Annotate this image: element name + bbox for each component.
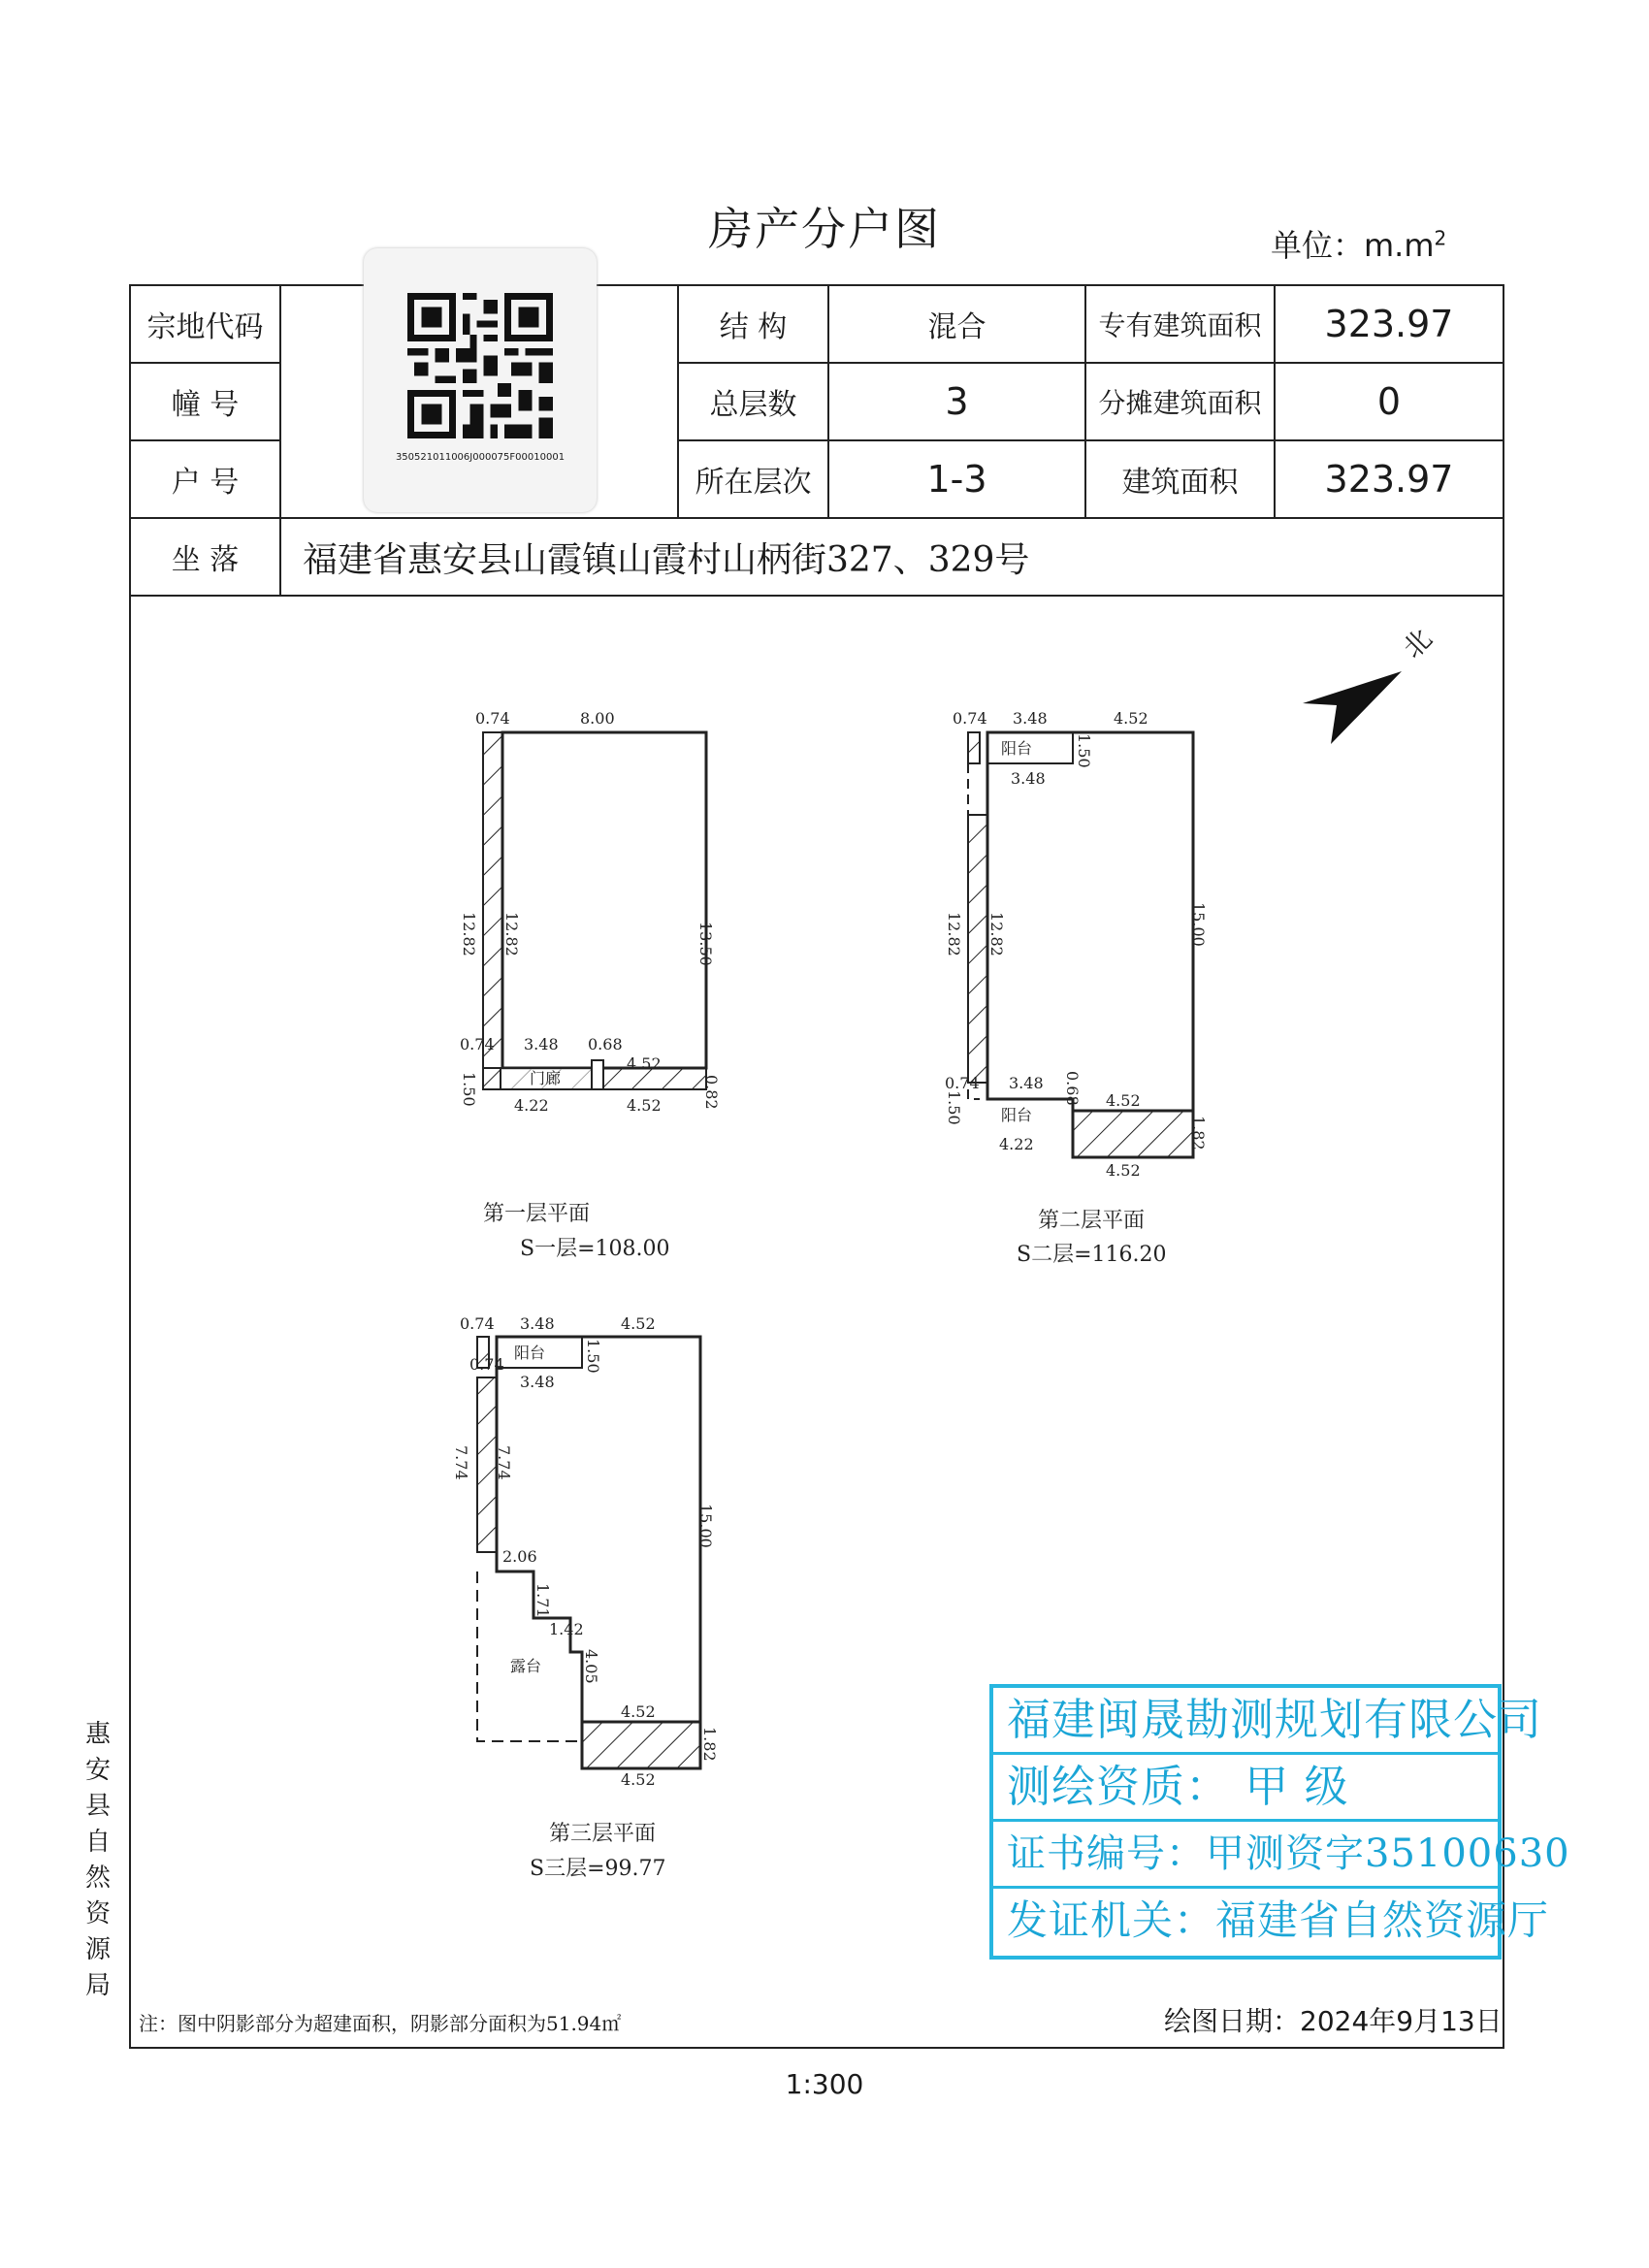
north-arrow-icon: [1303, 623, 1439, 744]
f2-dim: 0.74: [953, 709, 987, 728]
f3-dim: 0.74: [460, 1314, 495, 1333]
f1-dim: 4.52: [627, 1096, 662, 1115]
f2-dim: 1.50: [945, 1090, 963, 1125]
f2-dim: 0.68: [1063, 1071, 1082, 1106]
f2-dim: 4.22: [999, 1135, 1034, 1153]
scale-label: 1:300: [785, 2068, 864, 2100]
f1-dim: 8.00: [580, 709, 615, 728]
f1-dim: 0.82: [702, 1075, 721, 1110]
f3-dim: 1.50: [584, 1339, 602, 1374]
f1-dim: 12.82: [460, 912, 478, 956]
total-floors-label: 总层数: [678, 363, 828, 440]
side-label: 惠安县自然资源局: [84, 1720, 111, 2000]
f3-title: 第三层平面: [549, 1822, 657, 1846]
f1-dim: 1.50: [460, 1072, 478, 1107]
f2-dim: 3.48: [1011, 769, 1046, 788]
f3-dim: 15.00: [696, 1504, 715, 1548]
building-area-value: 323.97: [1275, 440, 1504, 518]
f3-dim: 3.48: [520, 1373, 555, 1391]
f2-dim: 4.52: [1114, 709, 1148, 728]
parcel-code-label: 宗地代码: [130, 285, 280, 363]
f2-dim: 3.48: [1009, 1074, 1044, 1092]
f3-dim: 1.82: [700, 1727, 719, 1762]
stamp-line: 发证机关：福建省自然资源厅: [1007, 1896, 1550, 1944]
floor-label: 所在层次: [678, 440, 828, 518]
structure-value: 混合: [828, 285, 1085, 363]
f1-area: S一层=108.00: [520, 1237, 670, 1261]
f2-dim: 12.82: [945, 912, 963, 956]
unit-label: 单位：$m.m^2$: [1271, 226, 1447, 264]
f3-dim: 3.48: [520, 1314, 555, 1333]
page-title: 房产分户图: [708, 203, 941, 255]
footnote: 注：图中阴影部分为超建面积，阴影部分面积为51.94㎡: [139, 2012, 622, 2035]
f1-room: 门廊: [530, 1069, 562, 1087]
building-area-label: 建筑面积: [1085, 440, 1275, 518]
f3-room: 露台: [510, 1657, 542, 1675]
f1-title: 第一层平面: [483, 1202, 591, 1226]
exclusive-area-value: 323.97: [1275, 285, 1504, 363]
north-label: 北: [1396, 622, 1439, 664]
f2-dim: 4.52: [1106, 1091, 1141, 1110]
f2-title: 第二层平面: [1038, 1209, 1146, 1233]
f2-room: 阳台: [1001, 1106, 1033, 1124]
f1-dim: 0.74: [475, 709, 510, 728]
shared-area-value: 0: [1275, 363, 1504, 440]
f2-dim: 1.82: [1189, 1116, 1208, 1150]
f3-room: 阳台: [514, 1344, 546, 1362]
f1-dim: 4.52: [627, 1054, 662, 1073]
surveyor-stamp: [989, 1684, 1570, 1960]
exclusive-area-label: 专有建筑面积: [1085, 285, 1275, 363]
f1-dim: 3.48: [524, 1035, 559, 1053]
total-floors-value: 3: [828, 363, 1085, 440]
structure-label: 结 构: [678, 285, 828, 363]
f3-dim: 4.05: [582, 1649, 600, 1684]
stamp-line: 测绘资质： 甲 级: [993, 1755, 1498, 1822]
f3-area: S三层=99.77: [530, 1857, 666, 1881]
drawing-date: 绘图日期：2024年9月13日: [1164, 2005, 1503, 2037]
f3-dim: 7.74: [495, 1445, 513, 1480]
f1-dim: 4.22: [514, 1096, 549, 1115]
f2-dim: 15.00: [1189, 902, 1208, 947]
f1-dim: 0.68: [588, 1035, 623, 1053]
f3-dim: 4.52: [621, 1314, 656, 1333]
f1-dim: 12.82: [502, 912, 521, 956]
f1-dim: 0.74: [460, 1035, 495, 1053]
f3-dim: 0.74: [469, 1355, 504, 1374]
location-label: 坐 落: [130, 518, 280, 596]
f1-dim: 13.50: [696, 922, 715, 966]
location-value: 福建省惠安县山霞镇山霞村山柄街327、329号: [280, 518, 1504, 596]
qr-code-number: 350521011006J000075F00010001: [395, 452, 566, 463]
f3-dim: 4.52: [621, 1770, 656, 1789]
stamp-line: 证书编号：甲测资字35100630: [993, 1822, 1498, 1889]
unit-no-label: 户 号: [130, 440, 280, 518]
building-no-label: 幢 号: [130, 363, 280, 440]
f2-area: S二层=116.20: [1017, 1243, 1167, 1267]
f3-dim: 1.42: [549, 1620, 584, 1638]
f2-room: 阳台: [1001, 739, 1033, 758]
f2-dim: 12.82: [987, 912, 1006, 956]
f2-dim: 4.52: [1106, 1161, 1141, 1180]
f3-dim: 4.52: [621, 1702, 656, 1721]
f2-dim: 0.74: [945, 1074, 980, 1092]
f2-dim: 1.50: [1075, 733, 1093, 768]
shared-area-label: 分摊建筑面积: [1085, 363, 1275, 440]
stamp-line: 福建闽晟勘测规划有限公司: [993, 1688, 1498, 1755]
f3-dim: 7.74: [452, 1445, 470, 1480]
f2-dim: 3.48: [1013, 709, 1048, 728]
f3-dim: 1.71: [534, 1583, 552, 1618]
f3-dim: 2.06: [502, 1547, 537, 1566]
floor-value: 1-3: [828, 440, 1085, 518]
